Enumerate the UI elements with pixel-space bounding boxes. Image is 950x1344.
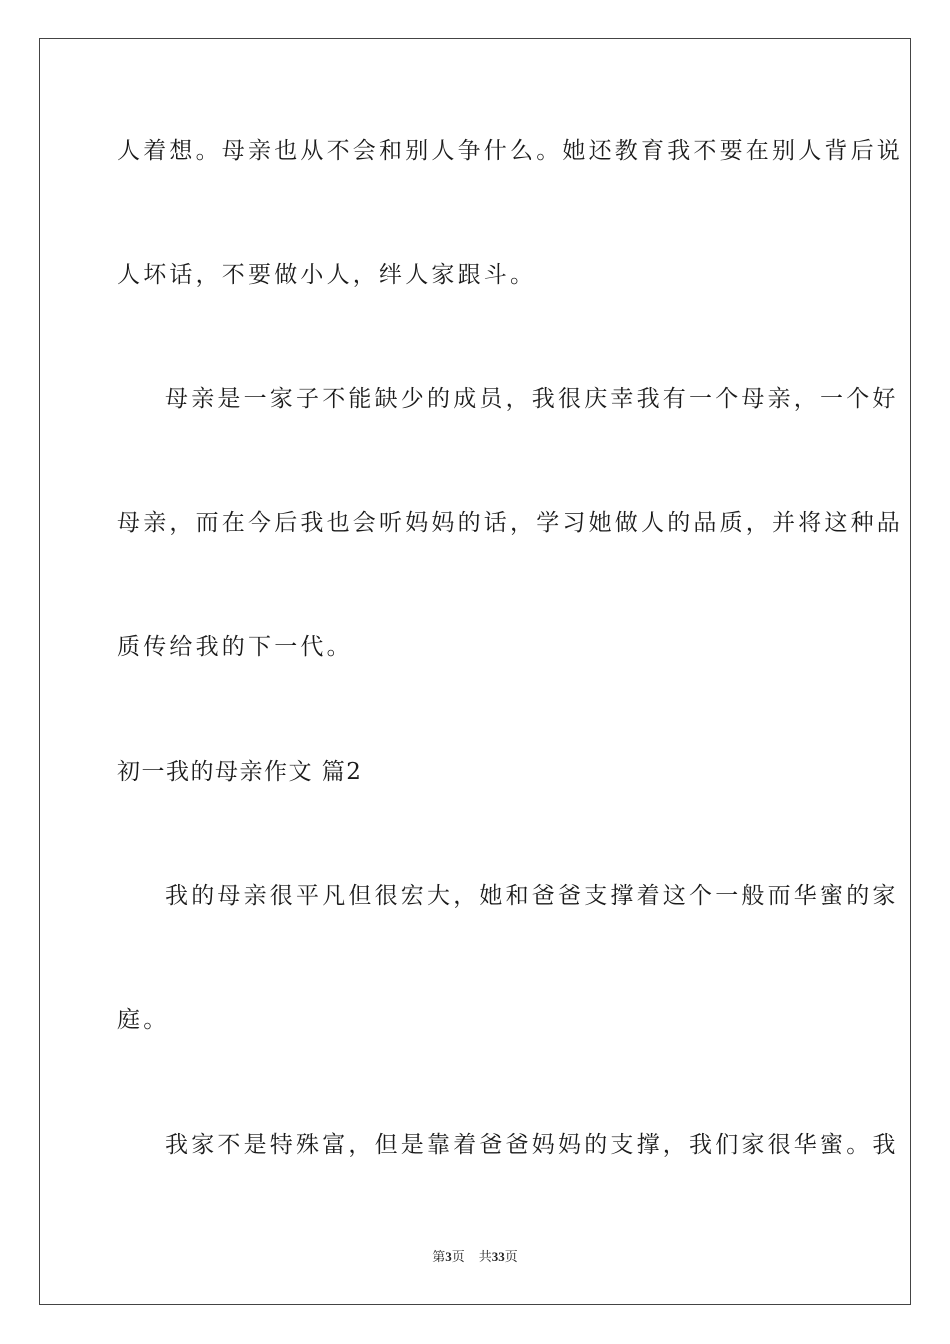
page-footer [0,1246,950,1265]
section-heading: 初一我的母亲作文 篇2 [117,759,363,785]
paragraph-line: 人坏话，不要做小人，绊人家跟斗。 [117,262,537,288]
paragraph-line: 母亲，而在今后我也会听妈妈的话，学习她做人的品质，并将这种品 [117,510,903,536]
paragraph-line: 我的母亲很平凡但很宏大，她和爸爸支撑着这个一般而华蜜的家 [165,883,899,909]
footer-total-pages: 33 [491,1249,505,1264]
footer-page-suffix: 页 [451,1249,465,1264]
paragraph-line: 我家不是特殊富，但是靠着爸爸妈妈的支撑，我们家很华蜜。我 [165,1132,899,1158]
footer-total-suffix: 页 [504,1249,518,1264]
paragraph-line: 人着想。母亲也从不会和别人争什么。她还教育我不要在别人背后说 [117,138,903,164]
footer-page-prefix: 第 [432,1249,446,1264]
paragraph-line: 母亲是一家子不能缺少的成员，我很庆幸我有一个母亲，一个好 [165,386,899,412]
footer-page-number: 3 [445,1249,452,1264]
page-border [39,38,911,1305]
paragraph-line: 质传给我的下一代。 [117,634,353,660]
footer-total-prefix: 共 [478,1249,492,1264]
paragraph-line: 庭。 [117,1007,170,1033]
